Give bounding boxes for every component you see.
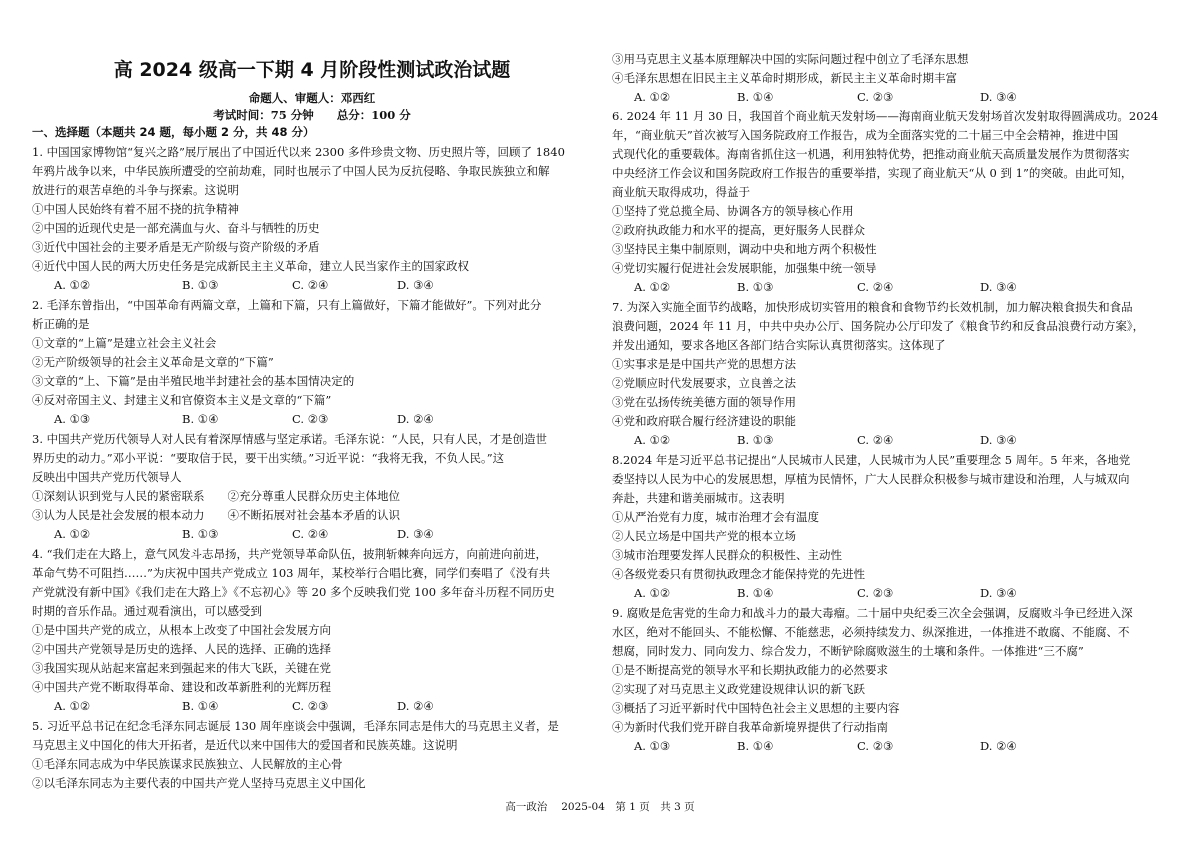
q5-stem-line: 马克思主义中国化的伟大开拓者，是近代以来中国伟大的爱国者和民族英雄。这说明: [32, 738, 458, 752]
option-c[interactable]: C. ②③: [292, 412, 329, 426]
option-c[interactable]: C. ②③: [857, 90, 894, 104]
option-b[interactable]: B. ①④: [737, 586, 774, 600]
q6-options: [612, 279, 1172, 296]
q6-statement: ②政府执政能力和水平的提高，更好服务人民群众: [612, 223, 865, 237]
option-a[interactable]: A. ①②: [634, 586, 671, 600]
q1-statement: ④近代中国人民的两大历史任务是完成新民主主义革命，建立人民当家作主的国家政权: [32, 259, 469, 273]
option-b[interactable]: B. ①③: [737, 280, 774, 294]
q7-stem-line: 并发出通知，要求各地区各部门结合实际认真贯彻落实。这体现了: [612, 338, 946, 352]
option-c[interactable]: C. ②③: [292, 699, 329, 713]
exam-title: 高 2024 级高一下期 4 月阶段性测试政治试题: [113, 59, 511, 81]
option-a[interactable]: A. ①②: [54, 278, 91, 292]
option-c[interactable]: C. ②④: [857, 433, 894, 447]
q7-stem-line: 7. 为深入实施全面节约战略，加快形成切实管用的粮食和食物节约长效机制，加力解决粮食损失和食品: [612, 300, 1133, 314]
option-a[interactable]: A. ①③: [54, 412, 91, 426]
q4-statement: ②中国共产党领导是历史的选择、人民的选择、正确的选择: [32, 642, 331, 656]
q6-stem-line: 中央经济工作会议和国务院政府工作报告的重要举措，实现了商业航天“从 0 到 1”的突破。由此可知，: [612, 166, 1133, 180]
q8-statement: ④各级党委只有贯彻执政理念才能保持党的先进性: [612, 567, 865, 581]
q7-stem-line: 浪费问题，2024 年 11 月，中共中央办公厅、国务院办公厅印发了《粮食节约和反食品浪费行动方案》，: [612, 319, 1145, 333]
section-heading: 一、选择题（本题共 24 题，每小题 2 分，共 48 分）: [32, 125, 315, 139]
q5-statement: ①毛泽东同志成为中华民族谋求民族独立、人民解放的主心骨: [32, 757, 343, 771]
q7-statement: ③党在弘扬传统美德方面的领导作用: [612, 395, 796, 409]
q3-statement: ③认为人民是社会发展的根本动力 ④不断拓展对社会基本矛盾的认识: [32, 508, 400, 522]
q6-stem-line: 年，“商业航天”首次被写入国务院政府工作报告，成为全面落实党的二十届三中全会精神，推进中国: [612, 128, 1119, 142]
q2-statement: ③文章的“上、下篇”是由半殖民地半封建社会的基本国情决定的: [32, 374, 355, 388]
q5-statement: ②以毛泽东同志为主要代表的中国共产党人坚持马克思主义中国化: [32, 776, 366, 790]
q6-stem-line: 6. 2024 年 11 月 30 日，我国首个商业航天发射场——海南商业航天发射场首次发射取得圆满成功。2024: [612, 109, 1159, 123]
option-d[interactable]: D. ③④: [980, 586, 1017, 600]
q8-stem-line: 委坚持以人民为中心的发展思想，厚植为民情怀，广大人民群众积极参与城市建设和治理，人与城双向: [612, 472, 1130, 486]
q3-stem-line: 界历史的动力。”邓小平说：“要取信于民，要干出实绩。”习近平说：“我将无我，不负人民。”这: [32, 451, 505, 465]
q2-options: [32, 411, 592, 428]
option-b[interactable]: B. ①④: [737, 90, 774, 104]
option-d[interactable]: D. ③④: [397, 278, 434, 292]
option-b[interactable]: B. ①④: [182, 699, 219, 713]
option-b[interactable]: B. ①④: [182, 412, 219, 426]
option-b[interactable]: B. ①③: [182, 527, 219, 541]
q4-statement: ①是中国共产党的成立，从根本上改变了中国社会发展方向: [32, 623, 331, 637]
q1-options: [32, 277, 592, 294]
q2-statement: ①文章的“上篇”是建立社会主义社会: [32, 336, 217, 350]
q9-stem-line: 9. 腐败是危害党的生命力和战斗力的最大毒瘤。二十届中央纪委三次全会强调，反腐败斗争已经进入深: [612, 606, 1133, 620]
option-d[interactable]: D. ③④: [980, 90, 1017, 104]
q5-options: [612, 89, 1172, 106]
q6-stem-line: 式现代化的重要载体。海南省抓住这一机遇，利用独特优势，把推动商业航天高质量发展作为贯彻落实: [612, 147, 1130, 161]
q7-statement: ①实事求是是中国共产党的思想方法: [612, 357, 796, 371]
q3-stem-line: 3. 中国共产党历代领导人对人民有着深厚情感与坚定承诺。毛泽东说：“人民，只有人民，才是创造世: [32, 432, 548, 446]
q4-stem-line: 4. “我们走在大路上，意气风发斗志昂扬，共产党领导革命队伍，披荆斩棘奔向远方，向前进向前进，: [32, 547, 548, 561]
q2-stem-line: 析正确的是: [32, 317, 90, 331]
q8-options: [612, 585, 1172, 602]
q5-statement: ④毛泽东思想在旧民主主义革命时期形成，新民主主义革命时期丰富: [612, 71, 957, 85]
option-c[interactable]: C. ②③: [857, 586, 894, 600]
q1-stem-line: 年鸦片战争以来，中华民族所遭受的空前劫难，同时也展示了中国人民为反抗侵略、争取民族独立和解: [32, 164, 550, 178]
q2-stem-line: 2. 毛泽东曾指出，“中国革命有两篇文章，上篇和下篇，只有上篇做好，下篇才能做好”。下列对此分: [32, 298, 542, 312]
q9-statement: ①是不断提高党的领导水平和长期执政能力的必然要求: [612, 663, 888, 677]
q9-stem-line: 水区，绝对不能回头、不能松懈、不能慈悲，必须持续发力、纵深推进，一体推进不敢腐、不能腐、不: [612, 625, 1130, 639]
option-a[interactable]: A. ①②: [634, 90, 671, 104]
q3-statement: ①深刻认识到党与人民的紧密联系 ②充分尊重人民群众历史主体地位: [32, 489, 400, 503]
q5-stem-line: 5. 习近平总书记在纪念毛泽东同志诞辰 130 周年座谈会中强调，毛泽东同志是伟大的马克思主义者，是: [32, 719, 559, 733]
q7-options: [612, 432, 1172, 449]
option-b[interactable]: B. ①③: [737, 433, 774, 447]
q8-stem-line: 奔赴，共建和谐美丽城市。这表明: [612, 491, 785, 505]
q2-statement: ②无产阶级领导的社会主义革命是文章的“下篇”: [32, 355, 274, 369]
option-a[interactable]: A. ①②: [54, 527, 91, 541]
option-a[interactable]: A. ①②: [634, 433, 671, 447]
q4-stem-line: 产党就没有新中国》《我们走在大路上》《不忘初心》等 20 多个反映我们党 100 多年奋斗历程不同历史: [32, 585, 555, 599]
q4-stem-line: 革命气势不可阻挡……”为庆祝中国共产党成立 103 周年，某校举行合唱比赛，同学们奏唱了《没有共: [32, 566, 551, 580]
option-c[interactable]: C. ②④: [292, 527, 329, 541]
option-a[interactable]: A. ①②: [54, 699, 91, 713]
q1-statement: ③近代中国社会的主要矛盾是无产阶级与资产阶级的矛盾: [32, 240, 320, 254]
q6-stem-line: 商业航天取得成功，得益于: [612, 185, 750, 199]
option-b[interactable]: B. ①④: [737, 739, 774, 753]
option-d[interactable]: D. ②④: [397, 412, 434, 426]
q8-statement: ①从严治党有力度，城市治理才会有温度: [612, 510, 819, 524]
q4-options: [32, 698, 592, 715]
q8-statement: ③城市治理要发挥人民群众的积极性、主动性: [612, 548, 842, 562]
option-d[interactable]: D. ②④: [397, 699, 434, 713]
exam-info-line: 考试时间：75 分钟 总分：100 分: [213, 108, 411, 122]
q6-statement: ①坚持了党总揽全局、协调各方的领导核心作用: [612, 204, 854, 218]
option-c[interactable]: C. ②④: [857, 280, 894, 294]
author-line: 命题人、审题人：邓西红: [248, 91, 376, 105]
q9-statement: ②实现了对马克思主义政党建设规律认识的新飞跃: [612, 682, 865, 696]
option-d[interactable]: D. ②④: [980, 739, 1017, 753]
q1-statement: ①中国人民始终有着不屈不挠的抗争精神: [32, 202, 239, 216]
option-a[interactable]: A. ①②: [634, 280, 671, 294]
q4-statement: ④中国共产党不断取得革命、建设和改革新胜利的光辉历程: [32, 680, 331, 694]
q7-statement: ④党和政府联合履行经济建设的职能: [612, 414, 796, 428]
q7-statement: ②党顺应时代发展要求，立良善之法: [612, 376, 796, 390]
q2-statement: ④反对帝国主义、封建主义和官僚资本主义是文章的“下篇”: [32, 393, 332, 407]
q8-stem-line: 8.2024 年是习近平总书记提出“人民城市人民建，人民城市为人民”重要理念 5 周年。5 年来，各地党: [612, 453, 1131, 467]
option-b[interactable]: B. ①③: [182, 278, 219, 292]
q3-options: [32, 526, 592, 543]
q1-stem-line: 1. 中国国家博物馆“复兴之路”展厅展出了中国近代以来 2300 多件珍贵文物、历史照片等，回顾了 1840: [32, 145, 565, 159]
q1-statement: ②中国的近现代史是一部充满血与火、奋斗与牺牲的历史: [32, 221, 320, 235]
option-a[interactable]: A. ①③: [634, 739, 671, 753]
option-d[interactable]: D. ③④: [980, 433, 1017, 447]
q5-statement: ③用马克思主义基本原理解决中国的实际问题过程中创立了毛泽东思想: [612, 52, 969, 66]
option-d[interactable]: D. ③④: [980, 280, 1017, 294]
option-d[interactable]: D. ③④: [397, 527, 434, 541]
q9-options: [612, 738, 1172, 755]
q6-statement: ③坚持民主集中制原则，调动中央和地方两个积极性: [612, 242, 877, 256]
q3-stem-line: 反映出中国共产党历代领导人: [32, 470, 182, 484]
option-c[interactable]: C. ②③: [857, 739, 894, 753]
q9-stem-line: 想腐，同时发力、同向发力、综合发力，不断铲除腐败滋生的土壤和条件。一体推进“三不腐”: [612, 644, 1084, 658]
q9-statement: ③概括了习近平新时代中国特色社会主义思想的主要内容: [612, 701, 900, 715]
q4-stem-line: 时期的音乐作品。通过观看演出，可以感受到: [32, 604, 262, 618]
q1-stem-line: 放进行的艰苦卓绝的斗争与探索。这说明: [32, 183, 239, 197]
q4-statement: ③我国实现从站起来富起来到强起来的伟大飞跃，关键在党: [32, 661, 331, 675]
option-c[interactable]: C. ②④: [292, 278, 329, 292]
q9-statement: ④为新时代我们党开辟自我革命新境界提供了行动指南: [612, 720, 888, 734]
q6-statement: ④党切实履行促进社会发展职能，加强集中统一领导: [612, 261, 877, 275]
q8-statement: ②人民立场是中国共产党的根本立场: [612, 529, 796, 543]
page-footer: 高一政治 2025-04 第 1 页 共 3 页: [505, 801, 695, 813]
